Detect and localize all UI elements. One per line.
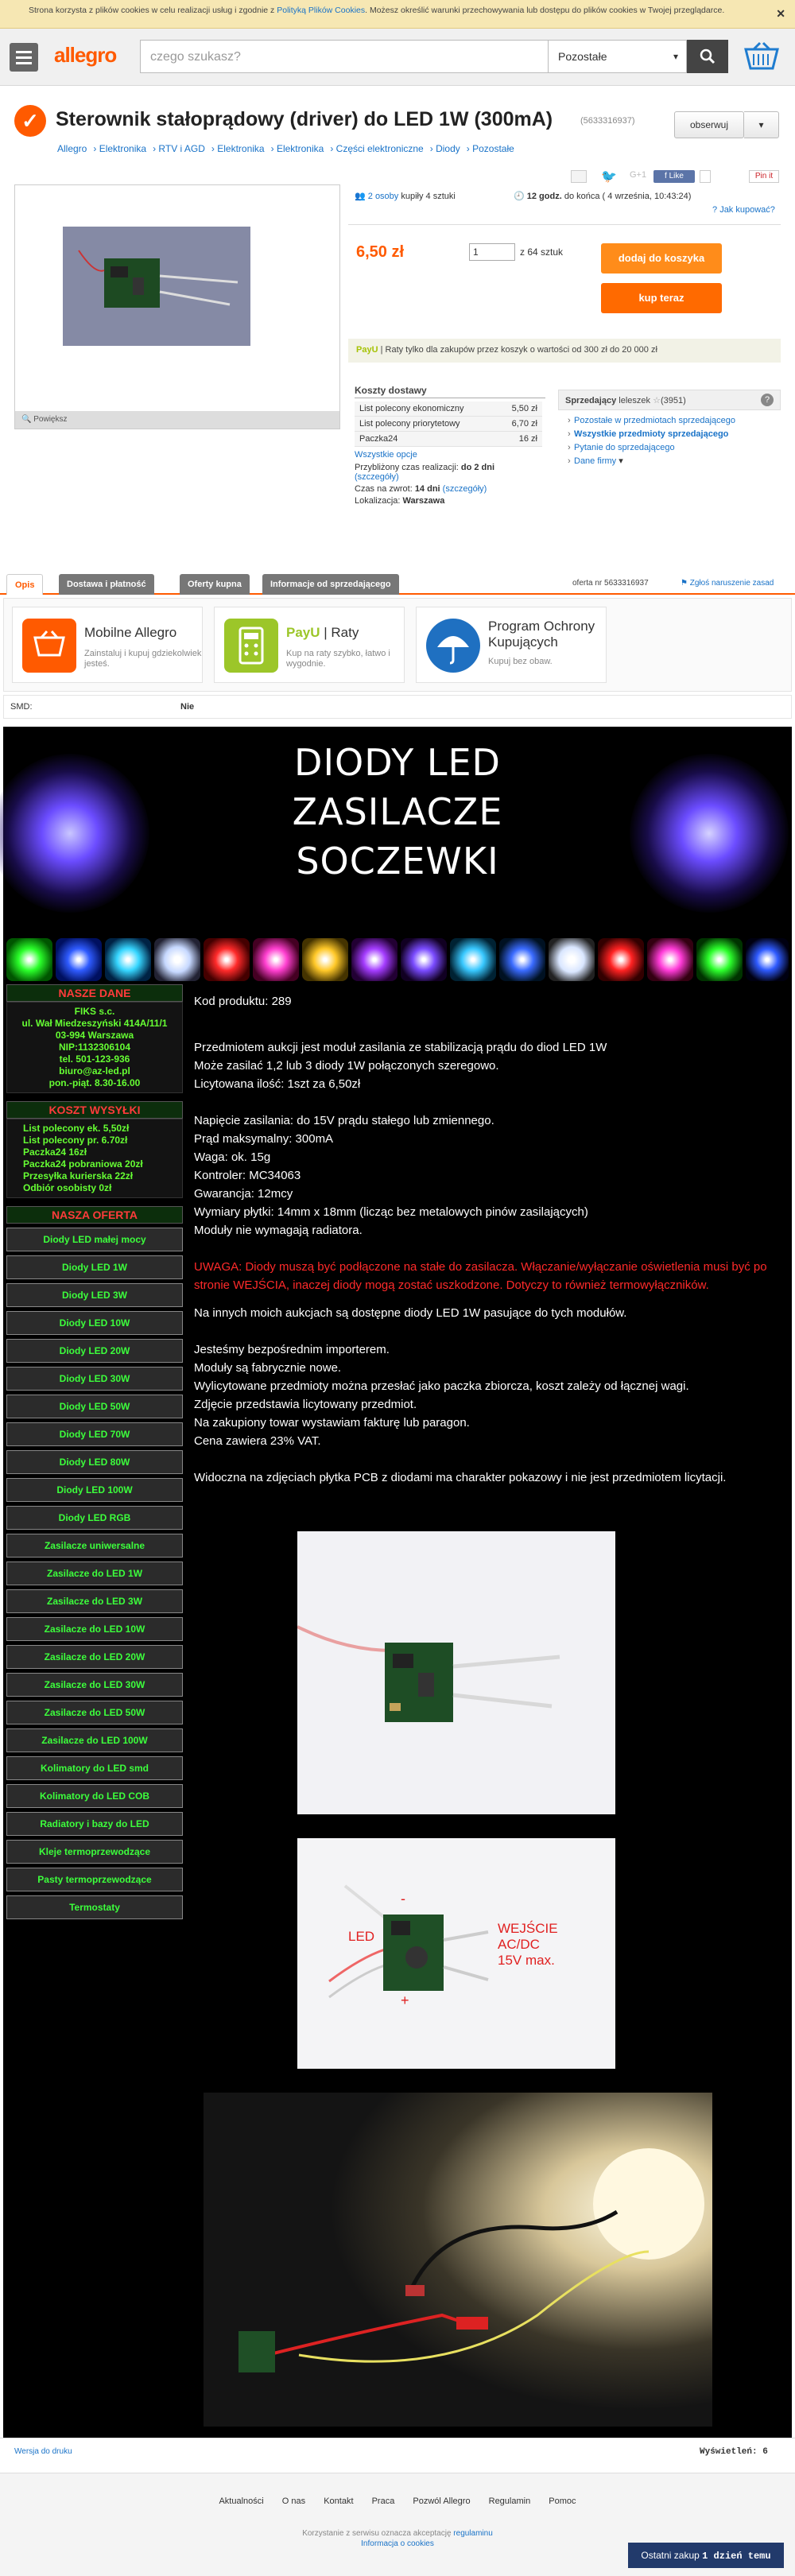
offer-number: (5633316937) xyxy=(580,116,635,126)
price: 6,50 zł xyxy=(356,243,405,261)
banner-line2: ZASILACZE xyxy=(292,790,503,833)
desc-line: Moduły nie wymagają radiatora. xyxy=(194,1224,363,1237)
shipping-title: Koszty dostawy xyxy=(355,385,545,398)
location-label: Lokalizacja: xyxy=(355,496,401,506)
payu-logo: PayU xyxy=(356,345,378,355)
shipping-name: List polecony priorytetowy xyxy=(355,417,498,432)
quantity-available: z 64 sztuk xyxy=(520,246,564,258)
cookie-text-after: . Możesz określić warunki przechowywania lub dostępu do plików cookies w Twojej przeglądarce. xyxy=(365,6,725,15)
led-color-strip xyxy=(6,938,789,983)
list-item[interactable] xyxy=(568,429,781,440)
led-green xyxy=(696,938,743,981)
photo-label-line: 15V max. xyxy=(498,1953,555,1968)
breadcrumb-item[interactable]: Allegro xyxy=(57,143,87,154)
desc-line: Moduły są fabrycznie nowe. xyxy=(194,1361,342,1375)
desc-line: Zdjęcie przedstawia licytowany przedmiot. xyxy=(194,1398,417,1411)
banner-line3: SOCZEWKI xyxy=(296,840,499,883)
category-value: Pozostałe xyxy=(558,50,607,63)
return-label: Czas na zwrot: xyxy=(355,484,413,494)
sidebar-link[interactable]: Diody LED 20W xyxy=(6,1339,183,1363)
shipping-name: Paczka24 xyxy=(355,432,498,447)
buyers-text: kupiły 4 sztuki xyxy=(401,192,456,201)
table-row xyxy=(355,402,542,417)
location xyxy=(355,496,545,506)
sidebar-link[interactable]: Zasilacze do LED 1W xyxy=(6,1562,183,1585)
led-pink xyxy=(647,938,693,981)
sidebar-link[interactable]: Kleje termoprzewodzące xyxy=(6,1840,183,1864)
shipping-name: List polecony ekonomiczny xyxy=(355,402,498,417)
photo-label-line: AC/DC xyxy=(498,1937,540,1952)
sidebar-link[interactable]: Diody LED 30W xyxy=(6,1367,183,1391)
zoom-icon: 🔍 xyxy=(21,415,34,424)
how-to-buy-link[interactable] xyxy=(712,205,775,215)
cookie-policy-link[interactable]: Polityką Plików Cookies xyxy=(277,6,366,15)
desc-line: Może zasilać 1,2 lub 3 diody 1W połączonych szeregowo. xyxy=(194,1059,499,1073)
desc-line: Na zakupiony towar wystawiam fakturę lub paragon. xyxy=(194,1416,470,1430)
page-title: Sterownik stałoprądowy (driver) do LED 1W (300mA) xyxy=(56,108,553,130)
all-options-link[interactable]: Wszystkie opcje xyxy=(355,450,417,460)
shipping-line: Paczka24 16zł xyxy=(23,1146,87,1158)
sidebar-link[interactable]: Pasty termoprzewodzące xyxy=(6,1868,183,1891)
footer-link[interactable]: Pomoc xyxy=(549,2496,576,2506)
led-pink xyxy=(253,938,299,981)
print-version-label[interactable]: Wersja do druku xyxy=(14,2447,72,2456)
product-photo-3 xyxy=(204,2093,712,2427)
seller-name[interactable]: leleszek xyxy=(619,396,651,405)
footer-link[interactable]: O nas xyxy=(281,2496,306,2506)
tab-opis[interactable]: Opis xyxy=(6,574,43,595)
sidebar-link[interactable]: Diody LED 50W xyxy=(6,1395,183,1418)
payu-logo: PayU xyxy=(286,625,320,640)
seller-link[interactable]: Dane firmy xyxy=(574,456,617,466)
led-purple xyxy=(351,938,398,981)
location-value: Warszawa xyxy=(402,496,445,506)
seller-link[interactable]: Pozostałe w przedmiotach sprzedającego xyxy=(574,416,736,425)
buyers-info xyxy=(355,191,456,201)
mobile-cart-icon xyxy=(22,619,76,673)
sidebar-link[interactable]: Diody LED 10W xyxy=(6,1311,183,1335)
tab-dostawa[interactable]: Dostawa i płatność xyxy=(59,574,154,595)
shipping-line: Przesyłka kurierska 22zł xyxy=(23,1170,134,1181)
desc-line: Prąd maksymalny: 300mA xyxy=(194,1132,334,1146)
led-white xyxy=(549,938,595,981)
promo-sub: Zainstaluj i kupuj gdziekolwiek jesteś. xyxy=(84,649,202,669)
sidebar-link[interactable]: Diody LED 1W xyxy=(6,1255,183,1279)
promo-sub: Kup na raty szybko, łatwo i wygodnie. xyxy=(286,649,390,669)
sidebar-link[interactable]: Zasilacze do LED 30W xyxy=(6,1673,183,1697)
description-text xyxy=(194,992,782,1487)
desc-line: Kontroler: MC34063 xyxy=(194,1169,301,1182)
desc-line: Cena zawiera 23% VAT. xyxy=(194,1434,321,1448)
desc-line: Napięcie zasilania: do 15V prądu stałego lub zmiennego. xyxy=(194,1114,494,1127)
description-banner xyxy=(6,730,789,938)
led-yellow xyxy=(302,938,348,981)
smd-label: SMD: xyxy=(10,702,33,712)
add-to-cart-button[interactable]: dodaj do koszyka xyxy=(601,243,722,274)
desc-line: Gwarancja: 12mcy xyxy=(194,1187,293,1201)
driver-photo xyxy=(63,227,250,346)
realize-value: do 2 dni xyxy=(460,463,495,472)
offer-number-label: oferta nr 5633316937 xyxy=(572,579,649,588)
time-left xyxy=(514,191,691,201)
photo-label-minus: - xyxy=(401,1891,405,1907)
company-line: pon.-piąt. 8.30-16.00 xyxy=(48,1077,141,1088)
sidebar-link[interactable]: Zasilacze do LED 10W xyxy=(6,1617,183,1641)
seller-box xyxy=(558,390,781,469)
warning-text: UWAGA: Diody muszą być podłączone na stałe do zasilacza. Włączanie/wyłączanie oświetlenia musi być po stronie WEJŚCIA, inaczej diody mogą zostać uszkodzone. Dotyczy to również termowyłączników. xyxy=(194,1260,767,1292)
led-blue xyxy=(746,938,789,981)
led-green xyxy=(6,938,52,981)
umbrella-icon xyxy=(426,619,480,673)
product-code: Kod produktu: 289 xyxy=(194,995,292,1008)
time-text: do końca ( 4 września, 10:43:24) xyxy=(564,192,692,201)
how-to-buy-label: Jak kupować? xyxy=(719,205,775,215)
footer-link[interactable]: Regulamin xyxy=(488,2496,531,2506)
seller-header xyxy=(558,390,781,410)
desc-line: Na innych moich aukcjach są dostępne diody LED 1W pasujące do tych modułów. xyxy=(194,1306,627,1320)
photo-label-plus: + xyxy=(401,1992,409,2008)
shipping-line: List polecony pr. 6.70zł xyxy=(23,1135,128,1146)
return-value: 14 dni xyxy=(414,484,440,494)
breadcrumb-item[interactable]: Diody xyxy=(436,143,460,154)
facebook-like-button[interactable]: f Like xyxy=(653,170,695,183)
seller-sidebar xyxy=(6,984,183,1919)
sidebar-link[interactable]: Zasilacze do LED 50W xyxy=(6,1701,183,1724)
banner-line1: DIODY LED xyxy=(294,741,501,784)
footer-link[interactable]: Praca xyxy=(371,2496,395,2506)
footer-link[interactable]: Aktualności xyxy=(219,2496,264,2506)
print-version-link[interactable] xyxy=(14,2447,72,2456)
menu-icon[interactable] xyxy=(10,43,38,72)
details-link[interactable]: (szczegóły) xyxy=(442,484,487,494)
shipping-value: 16 zł xyxy=(498,432,542,447)
led-cyan xyxy=(105,938,151,981)
check-icon: ✓ xyxy=(14,105,46,137)
promo-title: PayU | Raty xyxy=(286,625,359,640)
pinterest-button[interactable]: Pin it xyxy=(749,170,779,183)
allegro-logo[interactable]: allegro xyxy=(54,43,117,67)
led-aqua xyxy=(450,938,496,981)
sidebar-link[interactable]: Zasilacze do LED 3W xyxy=(6,1589,183,1613)
promo-sub: Kupuj bez obaw. xyxy=(488,657,553,666)
led-blue xyxy=(56,938,102,981)
company-line: FIKS s.c. xyxy=(74,1006,115,1017)
sidebar-link[interactable]: Zasilacze do LED 100W xyxy=(6,1728,183,1752)
breadcrumb-item[interactable]: Części elektroniczne xyxy=(335,143,424,154)
shipping-line: List polecony ek. 5,50zł xyxy=(23,1123,130,1134)
shipping-line: Paczka24 pobraniowa 20zł xyxy=(23,1158,143,1170)
search-button[interactable] xyxy=(687,40,728,73)
report-link[interactable] xyxy=(681,579,774,588)
help-icon[interactable]: ? xyxy=(761,394,774,406)
desc-line: Waga: ok. 15g xyxy=(194,1150,271,1164)
led-blue xyxy=(499,938,545,981)
promo-title-text: Raty xyxy=(331,625,359,640)
payu-installments xyxy=(348,339,781,363)
realize-label: Przybliżony czas realizacji: xyxy=(355,463,459,472)
last-purchase-label: Ostatni zakup xyxy=(641,2550,700,2561)
photo-label-input xyxy=(498,1921,558,1969)
last-purchase-value: 1 dzień temu xyxy=(702,2551,771,2562)
tab-informacje[interactable]: Informacje od sprzedającego xyxy=(262,574,399,595)
close-icon[interactable]: ✕ xyxy=(776,7,785,20)
views-counter: Wyświetleń: 6 xyxy=(700,2447,768,2457)
company-data xyxy=(6,1002,183,1093)
footer-link[interactable]: Kontakt xyxy=(324,2496,354,2506)
company-line: NIP:1132306104 xyxy=(58,1042,131,1053)
footer-note-text: Korzystanie z serwisu oznacza akceptację xyxy=(302,2529,454,2538)
product-image[interactable] xyxy=(14,184,340,429)
chevron-down-icon: ▾ xyxy=(758,119,764,130)
report-label: Zgłoś naruszenie zasad xyxy=(689,579,774,588)
product-photo-1 xyxy=(297,1531,615,1814)
breadcrumb-item[interactable]: Elektronika xyxy=(217,143,265,154)
table-row xyxy=(355,417,542,432)
promo-title: Program Ochrony Kupujących xyxy=(488,619,595,650)
product-photo-2 xyxy=(297,1838,615,2069)
smd-value: Nie xyxy=(180,702,195,712)
sidebar-link[interactable]: Kolimatory do LED COB xyxy=(6,1784,183,1808)
twitter-icon[interactable]: 🐦 xyxy=(601,170,617,184)
footer-links xyxy=(0,2496,795,2506)
desc-line: Widoczna na zdjęciach płytka PCB z diodami ma charakter pokazowy i nie jest przedmiotem licytacji. xyxy=(194,1471,727,1484)
sidebar-link[interactable]: Diody LED małej mocy xyxy=(6,1228,183,1251)
promo-ochrona[interactable] xyxy=(416,607,607,683)
buyers-link[interactable]: 2 osoby xyxy=(367,192,399,201)
seller-links xyxy=(568,415,781,467)
breadcrumb-item[interactable]: RTV i AGD xyxy=(158,143,205,154)
email-icon[interactable] xyxy=(571,170,587,183)
category-select[interactable] xyxy=(549,40,687,73)
payu-text: | Raty tylko dla zakupów przez koszyk o wartości od 300 zł do 20 000 zł xyxy=(380,345,657,355)
sidebar-link[interactable]: Diody LED 100W xyxy=(6,1478,183,1502)
seller-link[interactable]: Pytanie do sprzedającego xyxy=(574,443,675,452)
desc-line: Wymiary płytki: 14mm x 18mm (licząc bez metalowych pinów zasilających) xyxy=(194,1205,588,1219)
shipping-costs-list xyxy=(6,1119,183,1198)
seller-label: Sprzedający xyxy=(565,396,617,405)
like-count xyxy=(700,170,711,183)
search-icon xyxy=(699,48,716,65)
list-item[interactable] xyxy=(568,442,781,453)
sidebar-link[interactable]: Diody LED 70W xyxy=(6,1422,183,1446)
google-plus-icon[interactable]: G+1 xyxy=(630,170,647,180)
sidebar-link[interactable]: Diody LED RGB xyxy=(6,1506,183,1530)
promo-raty[interactable] xyxy=(214,607,405,683)
calculator-icon xyxy=(224,619,278,673)
cookie-bar xyxy=(0,0,795,29)
breadcrumb-item[interactable]: Elektronika xyxy=(276,143,324,154)
sidebar-heading: NASZE DANE xyxy=(6,984,183,1002)
photo-label-led: LED xyxy=(348,1929,375,1944)
details-link[interactable]: (szczegóły) xyxy=(355,472,399,482)
promo-strip xyxy=(3,598,792,692)
sidebar-heading: KOSZT WYSYŁKI xyxy=(6,1101,183,1119)
clock-icon: 🕘 xyxy=(514,192,527,201)
sidebar-link[interactable]: Kolimatory do LED smd xyxy=(6,1756,183,1780)
company-line: biuro@az-led.pl xyxy=(59,1065,130,1077)
photo-label-line: WEJŚCIE xyxy=(498,1921,558,1936)
led-violet xyxy=(401,938,447,981)
promo-title: Mobilne Allegro xyxy=(84,625,177,640)
seller-rating: (3951) xyxy=(660,396,686,405)
chevron-down-icon: ▾ xyxy=(673,51,678,62)
led-red xyxy=(598,938,644,981)
sidebar-link[interactable]: Termostaty xyxy=(6,1895,183,1919)
realization-time xyxy=(355,463,545,482)
star-icon: ☆ xyxy=(653,396,661,405)
chevron-down-icon: ▾ xyxy=(619,456,623,466)
led-white xyxy=(154,938,200,981)
company-line: 03-994 Warszawa xyxy=(55,1030,134,1041)
seller-link[interactable]: Wszystkie przedmioty sprzedającego xyxy=(574,429,729,439)
cookies-info-link[interactable]: Informacja o cookies xyxy=(361,2539,434,2548)
list-item[interactable] xyxy=(568,415,781,426)
flag-icon: ⚑ xyxy=(681,579,690,588)
cookie-text: Strona korzysta z plików cookies w celu realizacji usług i zgodnie z xyxy=(29,6,277,15)
sidebar-link[interactable]: Zasilacze do LED 20W xyxy=(6,1645,183,1669)
shipping-value: 6,70 zł xyxy=(498,417,542,432)
company-line: ul. Wał Miedzeszyński 414A/11/1 xyxy=(21,1018,168,1029)
desc-line: Wylicytowane przedmioty można przesłać jako paczka zbiorcza, koszt zależy od łącznej wagi. xyxy=(194,1379,689,1393)
shipping-table xyxy=(355,402,542,447)
users-icon: 👥 xyxy=(355,192,368,201)
promo-mobile[interactable] xyxy=(12,607,203,683)
sidebar-link[interactable]: Diody LED 80W xyxy=(6,1450,183,1474)
watch-button[interactable]: obserwuj xyxy=(674,111,744,138)
breadcrumb-item[interactable]: Pozostałe xyxy=(472,143,514,154)
shipping-costs xyxy=(355,385,545,506)
terms-link[interactable]: regulaminu xyxy=(453,2529,493,2538)
last-purchase-badge xyxy=(628,2543,784,2568)
sidebar-link[interactable]: Zasilacze uniwersalne xyxy=(6,1534,183,1558)
breadcrumb-item[interactable]: Elektronika xyxy=(99,143,147,154)
led-red xyxy=(204,938,250,981)
zoom-bar[interactable] xyxy=(15,411,339,429)
shipping-value: 5,50 zł xyxy=(498,402,542,417)
tab-oferty[interactable]: Oferty kupna xyxy=(180,574,250,595)
buy-now-button[interactable]: kup teraz xyxy=(601,283,722,313)
desc-line: Jesteśmy bezpośrednim importerem. xyxy=(194,1343,390,1356)
company-line: tel. 501-123-936 xyxy=(59,1053,130,1065)
search-input[interactable]: czego szukasz? xyxy=(140,40,549,73)
bottom-bar xyxy=(0,2438,795,2462)
sidebar-heading: NASZA OFERTA xyxy=(6,1206,183,1224)
footer-link[interactable]: Pozwól Allegro xyxy=(413,2496,471,2506)
sidebar-link[interactable]: Diody LED 3W xyxy=(6,1283,183,1307)
shipping-line: Odbiór osobisty 0zł xyxy=(23,1182,112,1193)
smd-param xyxy=(3,695,792,719)
offer-links xyxy=(6,1228,183,1919)
return-time xyxy=(355,484,545,494)
watch-dropdown[interactable] xyxy=(744,111,779,138)
cart-icon[interactable] xyxy=(743,41,781,72)
sidebar-link[interactable]: Radiatory i bazy do LED xyxy=(6,1812,183,1836)
help-icon: ? xyxy=(712,205,720,215)
table-row xyxy=(355,432,542,447)
time-bold: 12 godz. xyxy=(526,192,562,201)
quantity-input[interactable]: 1 xyxy=(469,243,515,261)
desc-line: Licytowana ilość: 1szt za 6,50zł xyxy=(194,1077,361,1091)
zoom-label: Powiększ xyxy=(33,415,68,424)
list-item[interactable] xyxy=(568,456,781,467)
breadcrumb: Allegro › Elektronika › RTV i AGD › Elektronika › Elektronika › Części elektroniczne › Diody › Pozostałe xyxy=(57,143,514,154)
desc-line: Przedmiotem aukcji jest moduł zasilania ze stabilizacją prądu do diod LED 1W xyxy=(194,1041,607,1054)
